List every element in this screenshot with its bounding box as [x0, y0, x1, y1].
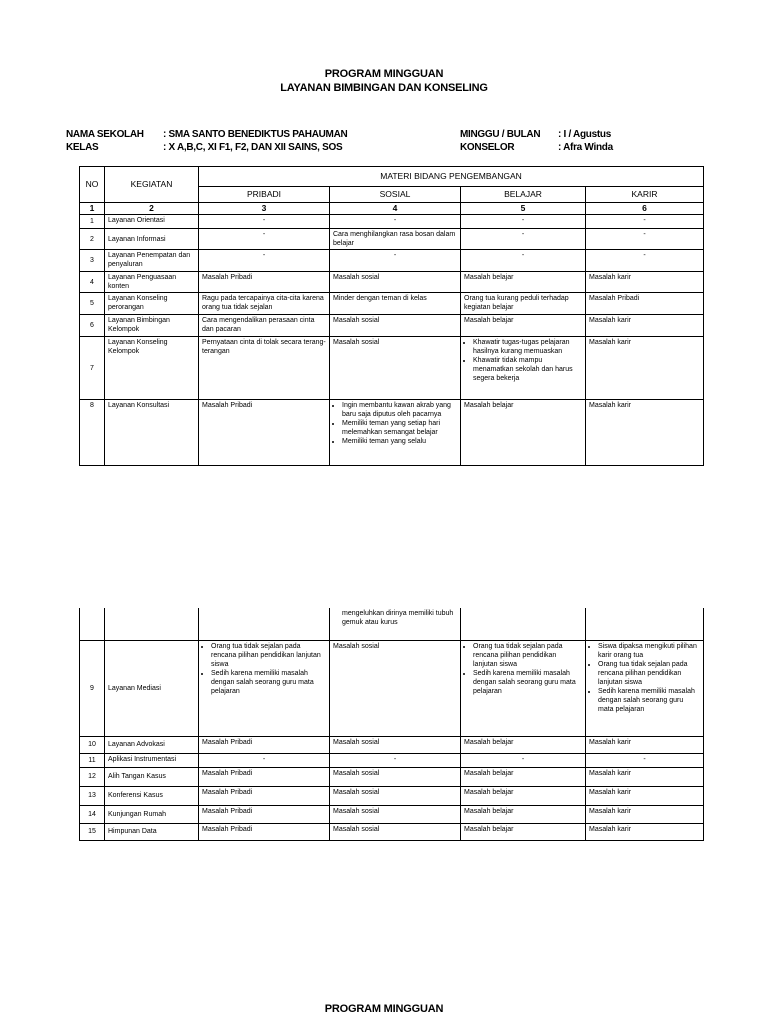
cell-belajar: Masalah belajar	[461, 767, 586, 786]
header-sosial: SOSIAL	[330, 187, 461, 203]
cell-karir: Masalah karir	[586, 315, 704, 337]
table-row	[80, 823, 704, 840]
cell-pribadi: Masalah Pribadi	[199, 805, 330, 823]
cell-no: 1	[80, 215, 105, 229]
school-label: NAMA SEKOLAH	[66, 129, 144, 140]
cell-sosial: -	[330, 250, 461, 272]
table-row	[80, 250, 704, 272]
col-index: 3	[199, 203, 330, 215]
cell-kegiatan: Layanan Konseling perorangan	[105, 293, 199, 315]
cell-belajar: -	[461, 215, 586, 229]
table-row	[80, 337, 704, 400]
cell-kegiatan: Layanan Penempatan dan penyaluran	[105, 250, 199, 272]
cell-no: 11	[80, 753, 105, 767]
table-row	[80, 736, 704, 753]
cell-kegiatan: Layanan Mediasi	[105, 640, 199, 736]
cell-sosial: Masalah sosial	[330, 272, 461, 293]
cell-karir: -	[586, 229, 704, 250]
cell-pribadi: Masalah Pribadi	[199, 400, 330, 466]
cell-kegiatan: Layanan Konseling Kelompok	[105, 337, 199, 400]
list-item: • Orang tua tidak sejalan pada rencana pilihan pendidikan lanjutan siswa	[473, 642, 582, 669]
cell-pribadi: Masalah Pribadi	[199, 272, 330, 293]
week-label: MINGGU / BULAN	[460, 129, 541, 140]
cell-no: 2	[80, 229, 105, 250]
cell-kegiatan: Layanan Advokasi	[105, 736, 199, 753]
list-item: • Khawatir tugas-tugas pelajaran hasilnya kurang memuaskan	[473, 338, 582, 356]
cell-pribadi: Pernyataan cinta di tolak secara terang-terangan	[199, 337, 330, 400]
cell-karir: -	[586, 250, 704, 272]
col-index: 5	[461, 203, 586, 215]
list-item: • Sedih karena memiliki masalah dengan salah seorang guru mata pelajaran	[473, 669, 582, 696]
cell-kegiatan: Layanan Informasi	[105, 229, 199, 250]
cell-sosial: Masalah sosial	[330, 315, 461, 337]
table-row	[80, 215, 704, 229]
cell-belajar: Masalah belajar	[461, 272, 586, 293]
table-row	[80, 400, 704, 466]
col-index: 2	[105, 203, 199, 215]
list-item: • Sedih karena memiliki masalah dengan salah seorang guru mata pelajaran	[598, 687, 700, 714]
cell-belajar: Masalah belajar	[461, 823, 586, 840]
cell-belajar: Masalah belajar	[461, 315, 586, 337]
cell-sosial: Masalah sosial	[330, 736, 461, 753]
cell-pribadi: Masalah Pribadi	[199, 767, 330, 786]
cell-no: 10	[80, 736, 105, 753]
table-row	[80, 229, 704, 250]
table-row	[80, 805, 704, 823]
table-row	[80, 753, 704, 767]
cell-kegiatan: Aplikasi Instrumentasi	[105, 753, 199, 767]
list-item: • Orang tua tidak sejalan pada rencana pilihan pendidikan lanjutan siswa	[211, 642, 326, 669]
cell-karir: Masalah karir	[586, 786, 704, 805]
program-table-page2	[79, 608, 704, 841]
cell-no: 7	[80, 337, 105, 400]
cell-belajar: Masalah belajar	[461, 400, 586, 466]
cell-kegiatan: Kunjungan Rumah	[105, 805, 199, 823]
table-row	[80, 608, 704, 640]
class-value: : X A,B,C, XI F1, F2, DAN XII SAINS, SOS	[163, 142, 343, 153]
cell-kegiatan: Layanan Konsultasi	[105, 400, 199, 466]
cell-no: 9	[80, 640, 105, 736]
cell-karir: Masalah karir	[586, 805, 704, 823]
cell-sosial: Masalah sosial	[330, 805, 461, 823]
cell-pribadi: -	[199, 250, 330, 272]
table-row	[80, 767, 704, 786]
cell-no: 8	[80, 400, 105, 466]
cell-no: 15	[80, 823, 105, 840]
cell-no: 13	[80, 786, 105, 805]
cell-belajar: Masalah belajar	[461, 786, 586, 805]
cell-belajar: -	[461, 229, 586, 250]
cell-belajar: Masalah belajar	[461, 805, 586, 823]
header-pribadi: PRIBADI	[199, 187, 330, 203]
list-item: • Ingin membantu kawan akrab yang baru saja diputus oleh pacarnya	[342, 401, 457, 419]
cell-sosial: Cara menghilangkan rasa bosan dalam belajar	[330, 229, 461, 250]
cell-pribadi: -	[199, 215, 330, 229]
cell-pribadi: -	[199, 229, 330, 250]
col-index: 6	[586, 203, 704, 215]
cell-no: 6	[80, 315, 105, 337]
cell-sosial: Minder dengan teman di kelas	[330, 293, 461, 315]
cell-sosial	[330, 400, 461, 466]
col-index: 4	[330, 203, 461, 215]
cell-kegiatan: Layanan Penguasaan konten	[105, 272, 199, 293]
program-table-page1	[79, 166, 704, 466]
cell-no: 14	[80, 805, 105, 823]
table-row	[80, 786, 704, 805]
cell-no: 5	[80, 293, 105, 315]
list-item: • Orang tua tidak sejalan pada rencana pilihan pendidikan lanjutan siswa	[598, 660, 700, 687]
cell-kegiatan: Konferensi Kasus	[105, 786, 199, 805]
cell-karir: Masalah Pribadi	[586, 293, 704, 315]
cell-sosial: Masalah sosial	[330, 786, 461, 805]
cell-kegiatan: Layanan Orientasi	[105, 215, 199, 229]
cell-sosial-continued: mengeluhkan dirinya memiliki tubuh gemuk atau kurus	[330, 608, 461, 640]
cell-no: 4	[80, 272, 105, 293]
header-no: NO	[80, 167, 105, 203]
page-title: PROGRAM MINGGUAN	[324, 68, 444, 80]
table-row	[80, 293, 704, 315]
table-row	[80, 272, 704, 293]
cell-kegiatan: Alih Tangan Kasus	[105, 767, 199, 786]
cell-karir: Masalah karir	[586, 823, 704, 840]
footer-title: PROGRAM MINGGUAN	[324, 1003, 444, 1015]
cell-belajar	[461, 337, 586, 400]
cell-sosial: Masalah sosial	[330, 823, 461, 840]
list-item: • Sedih karena memiliki masalah dengan salah seorang guru mata pelajaran	[211, 669, 326, 696]
table-row	[80, 640, 704, 736]
header-materi: MATERI BIDANG PENGEMBANGAN	[199, 167, 704, 187]
cell-kegiatan: Himpunan Data	[105, 823, 199, 840]
cell-karir	[586, 640, 704, 736]
cell-karir: Masalah karir	[586, 272, 704, 293]
cell-pribadi: Ragu pada tercapainya cita-cita karena orang tua tidak sejalan	[199, 293, 330, 315]
cell-pribadi: Cara mengendalikan perasaan cinta dan pacaran	[199, 315, 330, 337]
list-item: • Siswa dipaksa mengikuti pilihan karir orang tua	[598, 642, 700, 660]
cell-belajar	[461, 640, 586, 736]
cell-sosial: Masalah sosial	[330, 767, 461, 786]
cell-karir: Masalah karir	[586, 337, 704, 400]
list-item: • Memiliki teman yang setiap hari melemahkan semangat belajar	[342, 419, 457, 437]
cell-pribadi	[199, 640, 330, 736]
list-item: • Memiliki teman yang selalu	[342, 437, 457, 446]
cell-no: 12	[80, 767, 105, 786]
school-value: : SMA SANTO BENEDIKTUS PAHAUMAN	[163, 129, 348, 140]
cell-sosial: Masalah sosial	[330, 640, 461, 736]
cell-pribadi: Masalah Pribadi	[199, 823, 330, 840]
header-kegiatan: KEGIATAN	[105, 167, 199, 203]
cell-karir: -	[586, 215, 704, 229]
cell-pribadi: Masalah Pribadi	[199, 786, 330, 805]
counselor-label: KONSELOR	[460, 142, 515, 153]
cell-karir: Masalah karir	[586, 400, 704, 466]
table-row	[80, 315, 704, 337]
cell-kegiatan: Layanan Bimbingan Kelompok	[105, 315, 199, 337]
counselor-value: : Afra Winda	[558, 142, 613, 153]
header-belajar: BELAJAR	[461, 187, 586, 203]
cell-sosial: -	[330, 215, 461, 229]
cell-no: 3	[80, 250, 105, 272]
cell-sosial: -	[330, 753, 461, 767]
cell-karir: -	[586, 753, 704, 767]
page-subtitle: LAYANAN BIMBINGAN DAN KONSELING	[280, 82, 488, 94]
cell-belajar: -	[461, 250, 586, 272]
cell-belajar: Orang tua kurang peduli terhadap kegiatan belajar	[461, 293, 586, 315]
header-karir: KARIR	[586, 187, 704, 203]
week-value: : I / Agustus	[558, 129, 611, 140]
list-item: • Khawatir tidak mampu menamatkan sekolah dan harus segera bekerja	[473, 356, 582, 383]
class-label: KELAS	[66, 142, 99, 153]
col-index: 1	[80, 203, 105, 215]
cell-karir: Masalah karir	[586, 736, 704, 753]
cell-belajar: -	[461, 753, 586, 767]
cell-pribadi: -	[199, 753, 330, 767]
cell-pribadi: Masalah Pribadi	[199, 736, 330, 753]
cell-sosial: Masalah sosial	[330, 337, 461, 400]
cell-karir: Masalah karir	[586, 767, 704, 786]
cell-belajar: Masalah belajar	[461, 736, 586, 753]
